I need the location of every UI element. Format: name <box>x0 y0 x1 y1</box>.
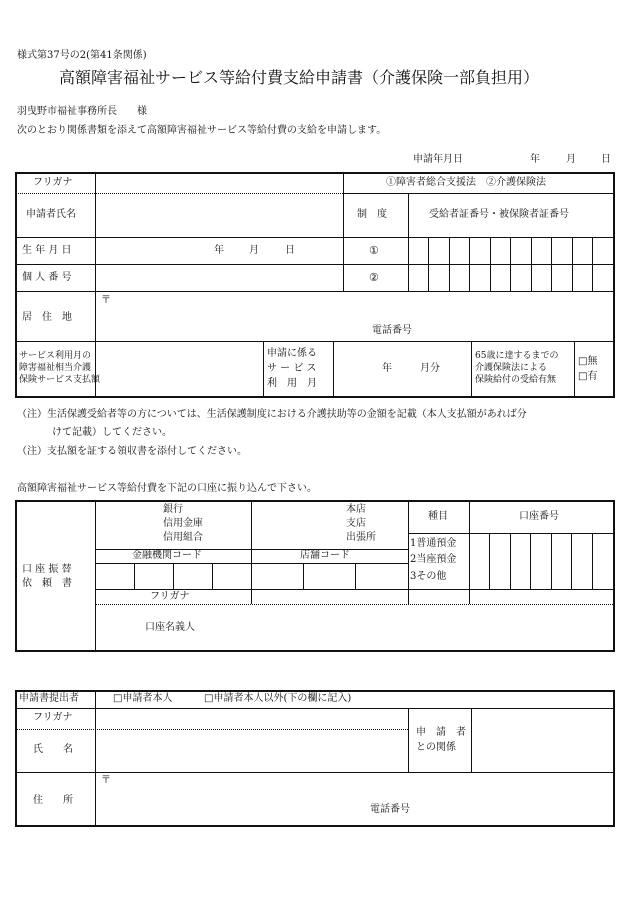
submitter-address-label: 住 所 <box>33 795 73 806</box>
submitter-name-label: 氏 名 <box>33 744 73 755</box>
bank-type-3: 信用組合 <box>163 532 203 543</box>
date-year: 年 <box>530 154 540 165</box>
furigana-label: フリガナ <box>33 177 73 188</box>
note-1-cont: けて記載）してください。 <box>52 427 172 438</box>
page-title: 高額障害福祉サービス等給付費支給申請書（介護保険一部負担用） <box>59 68 540 87</box>
law-options: ①障害者総合支援法 ②介護保険法 <box>386 177 546 188</box>
address-label: 居 住 地 <box>22 312 72 323</box>
submitter-table <box>15 690 615 827</box>
submitter-other-checkbox[interactable]: □申請者本人以外(下の欄に記入) <box>204 693 352 704</box>
phone-label: 電話番号 <box>372 325 412 336</box>
usage-year: 年 <box>382 363 392 374</box>
applicant-name-label: 申請者氏名 <box>26 209 76 220</box>
form-number: 様式第37号の2(第41条関係) <box>17 50 147 61</box>
usage-month-label: 申請に係る <box>267 348 317 359</box>
branch-type-3: 出張所 <box>346 532 376 543</box>
submitter-furigana-label: フリガナ <box>33 712 73 723</box>
my-number-label: 個 人 番 号 <box>22 272 72 283</box>
transfer-request-label: 口 座 振 替 <box>22 564 72 575</box>
age65-label: 65歳に達するまでの <box>475 351 559 361</box>
service-payment-label: サービス利用月の <box>19 351 92 361</box>
postal-mark: 〒 <box>101 295 111 306</box>
submitter-label: 申請書提出者 <box>19 693 79 704</box>
usage-month: 月分 <box>420 363 440 374</box>
date-day: 日 <box>601 154 611 165</box>
bank-intro: 高額障害福祉サービス等給付費を下記の口座に振り込んで下さい。 <box>17 483 317 494</box>
deposit-type-3: 3その他 <box>410 571 447 582</box>
birth-date-label: 生 年 月 日 <box>22 245 72 256</box>
branch-type-2: 支店 <box>346 518 366 529</box>
birth-month: 月 <box>249 245 259 256</box>
birth-year: 年 <box>214 245 224 256</box>
deposit-type-2: 2当座預金 <box>410 554 457 565</box>
submitter-phone-label: 電話番号 <box>370 804 410 815</box>
institution-code-label: 金融機関コード <box>132 550 202 561</box>
note-2: （注）支払額を証する領収書を添付してください。 <box>17 446 247 457</box>
bank-table <box>15 500 615 652</box>
branch-type-1: 本店 <box>346 504 366 515</box>
submitter-postal-mark: 〒 <box>101 775 111 786</box>
option-1: ① <box>369 244 379 257</box>
deposit-type-1: 1普通預金 <box>410 538 457 549</box>
birth-day: 日 <box>285 245 295 256</box>
holder-furigana-label: フリガナ <box>150 591 190 602</box>
yes-checkbox[interactable]: □有 <box>578 371 598 382</box>
bank-type-2: 信用金庫 <box>163 518 203 529</box>
intro-text: 次のとおり関係書類を添えて高額障害福祉サービス等給付費の支給を申請します。 <box>17 125 387 136</box>
account-holder-label: 口座名義人 <box>145 622 195 633</box>
furigana-divider <box>15 193 343 194</box>
system-label: 制 度 <box>357 209 387 220</box>
no-checkbox[interactable]: □無 <box>578 356 598 367</box>
date-month: 月 <box>566 154 576 165</box>
option-2: ② <box>369 271 379 284</box>
cert-number-label: 受給者証番号・被保険者証番号 <box>429 209 569 220</box>
account-number-label: 口座番号 <box>519 511 559 522</box>
submitter-self-checkbox[interactable]: □申請者本人 <box>113 693 173 704</box>
note-1: （注）生活保護受給者等の方については、生活保護制度における介護扶助等の金額を記載（本人支払額があれば分 <box>17 409 527 420</box>
branch-code-label: 店舗コード <box>300 550 350 561</box>
relation-label: 申 請 者 <box>416 727 466 738</box>
date-label: 申請年月日 <box>413 154 463 165</box>
account-type-label: 種目 <box>428 511 448 522</box>
addressee: 羽曳野市福祉事務所長 様 <box>17 106 147 117</box>
bank-type-1: 銀行 <box>163 504 183 515</box>
